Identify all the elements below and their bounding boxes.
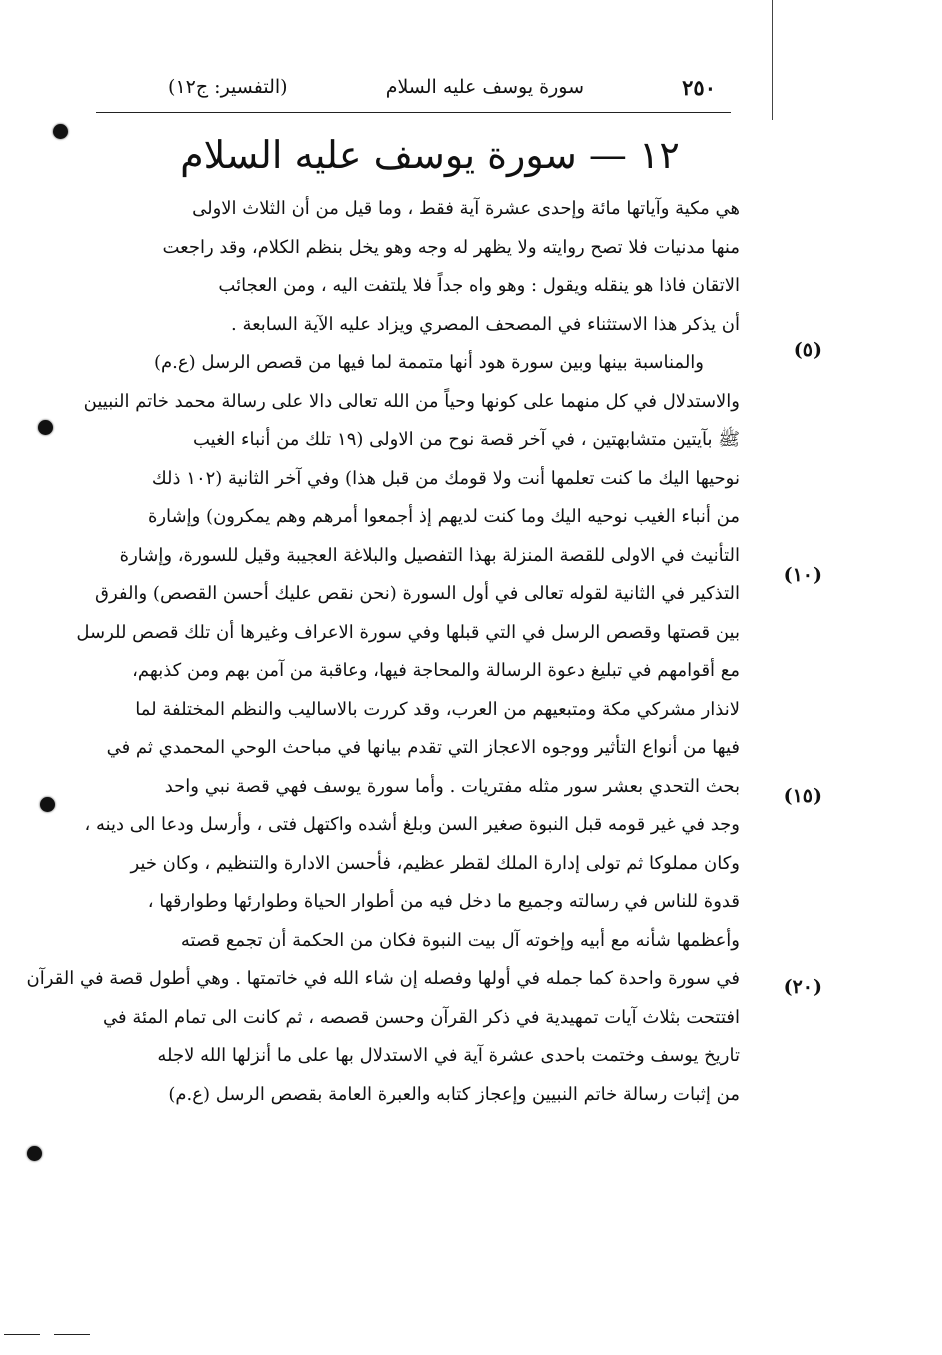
text-line: وأعظمها شأنه مع أبيه وإخوته آل بيت النبوة فكان من الحكمة أن تجمع قصته	[180, 929, 740, 951]
footer-dash	[54, 1334, 90, 1335]
surah-title: ١٢ — سورة يوسف عليه السلام	[180, 133, 680, 177]
text-line: أن يذكر هذا الاستثناء في المصحف المصري ويزاد عليه الآية السابعة .	[231, 313, 740, 335]
text-line: فيها من أنواع التأثير ووجوه الاعجاز التي تقدم بيانها في مباحث الوحي المحمدي ثم في	[106, 737, 740, 758]
text-line: قدوة للناس في رسالته وجميع ما دخل فيه من أطوار الحياة وطوارئها وطوارقها ،	[147, 891, 740, 912]
page-number: ٢٥٠	[682, 74, 716, 100]
binding-hole	[38, 420, 53, 435]
header-rule	[96, 112, 731, 113]
text-line: في سورة واحدة كما جمله في أولها وفصله إن شاء الله في خاتمتها . وهي أطول قصة في القرآن	[26, 968, 740, 989]
text-line: ﷺ بآيتين متشابهتين ، في آخر قصة نوح من الاولى (١٩ تلك من أنباء الغيب	[193, 429, 740, 450]
text-line: افتتحت بثلاث آيات تمهيدية في ذكر القرآن وحسن قصصه ، ثم كانت الى تمام المئة في	[103, 1006, 740, 1028]
text-line: بحث التحدي بعشر سور مثله مفتريات . وأما سورة يوسف فهي قصة نبي واحد	[164, 775, 740, 797]
text-line: هي مكية وآياتها مائة وإحدى عشرة آية فقط ، وما قيل من أن الثلاث الاولى	[192, 198, 740, 219]
text-line: منها مدنيات فلا تصح روايته ولا يظهر له وجه وهو يخل بنظم الكلام، وقد راجعت	[162, 236, 740, 258]
text-line: مع أقوامهم في تبليغ دعوة الرسالة والمحاجة فيها، وعاقبة من آمن بهم ومن كذبهم،	[132, 660, 740, 681]
text-line: وجد في غير قومه قبل النبوة صغير السن وبلغ أشده واكتهل فتى ، وأرسل ودعا الى دينه ،	[84, 814, 740, 835]
text-line: نوحيها اليك ما كنت تعلمها أنت ولا قومك من قبل هذا) وفي آخر الثانية (١٠٢ ذلك	[151, 467, 740, 489]
binding-hole	[27, 1146, 42, 1161]
text-line: التأنيث في الاولى للقصة المنزلة بهذا التفصيل والبلاغة العجيبة وقيل للسورة، وإشارة	[119, 544, 740, 566]
text-line: بين قصتها وقصص الرسل في التي قبلها وفي سورة الاعراف وغيرها أن تلك قصص للرسل	[76, 621, 740, 643]
header-surah-label: سورة يوسف عليه السلام	[385, 76, 585, 98]
text-line: لانذار مشركي مكة ومتبعيهم من العرب، وقد كررت بالاساليب والنظم المختلفة لما	[135, 698, 740, 720]
text-line: والاستدلال في كل منهما على كونها وحياً من الله تعالى دالا على رسالة محمد خاتم النبيين	[83, 390, 740, 412]
line-number-marker: (١٠)	[783, 564, 822, 586]
header-volume-label: (التفسير: ج١٢)	[168, 76, 288, 98]
footer-dash	[4, 1334, 40, 1335]
text-line: من أنباء الغيب نوحيه اليك وما كنت لديهم إذ أجمعوا أمرهم وهم يمكرون) وإشارة	[147, 506, 740, 527]
binding-hole	[40, 797, 55, 812]
text-line: من إثبات رسالة خاتم النبيين وإعجاز كتابه والعبرة العامة بقصص الرسل (ع.م)	[168, 1083, 740, 1105]
scan-edge-mark	[772, 0, 773, 120]
binding-hole	[53, 124, 68, 139]
text-line: والمناسبة بينها وبين سورة هود أنها متممة لما فيها من قصص الرسل (ع.م)	[153, 352, 704, 373]
line-number-marker: (٢٠)	[783, 976, 822, 998]
line-number-marker: (١٥)	[783, 785, 822, 807]
running-header	[168, 72, 716, 102]
text-line: التذكير في الثانية لقوله تعالى في أول السورة (نحن نقص عليك أحسن القصص) والفرق	[95, 583, 740, 604]
body-text	[26, 190, 740, 1270]
text-line: وكان مملوكا ثم تولى إدارة الملك لقطر عظيم، فأحسن الادارة والتنظيم ، وكان خير	[130, 852, 740, 874]
text-line: الاتقان فاذا هو ينقله ويقول : وهو واه جداً فلا يلتفت اليه ، ومن العجائب	[218, 275, 740, 296]
line-number-marker: (٥)	[793, 339, 822, 361]
text-line: تاريخ يوسف وختمت باحدى عشرة آية في الاستدلال بها على ما أنزلها الله لاجله	[157, 1045, 740, 1066]
